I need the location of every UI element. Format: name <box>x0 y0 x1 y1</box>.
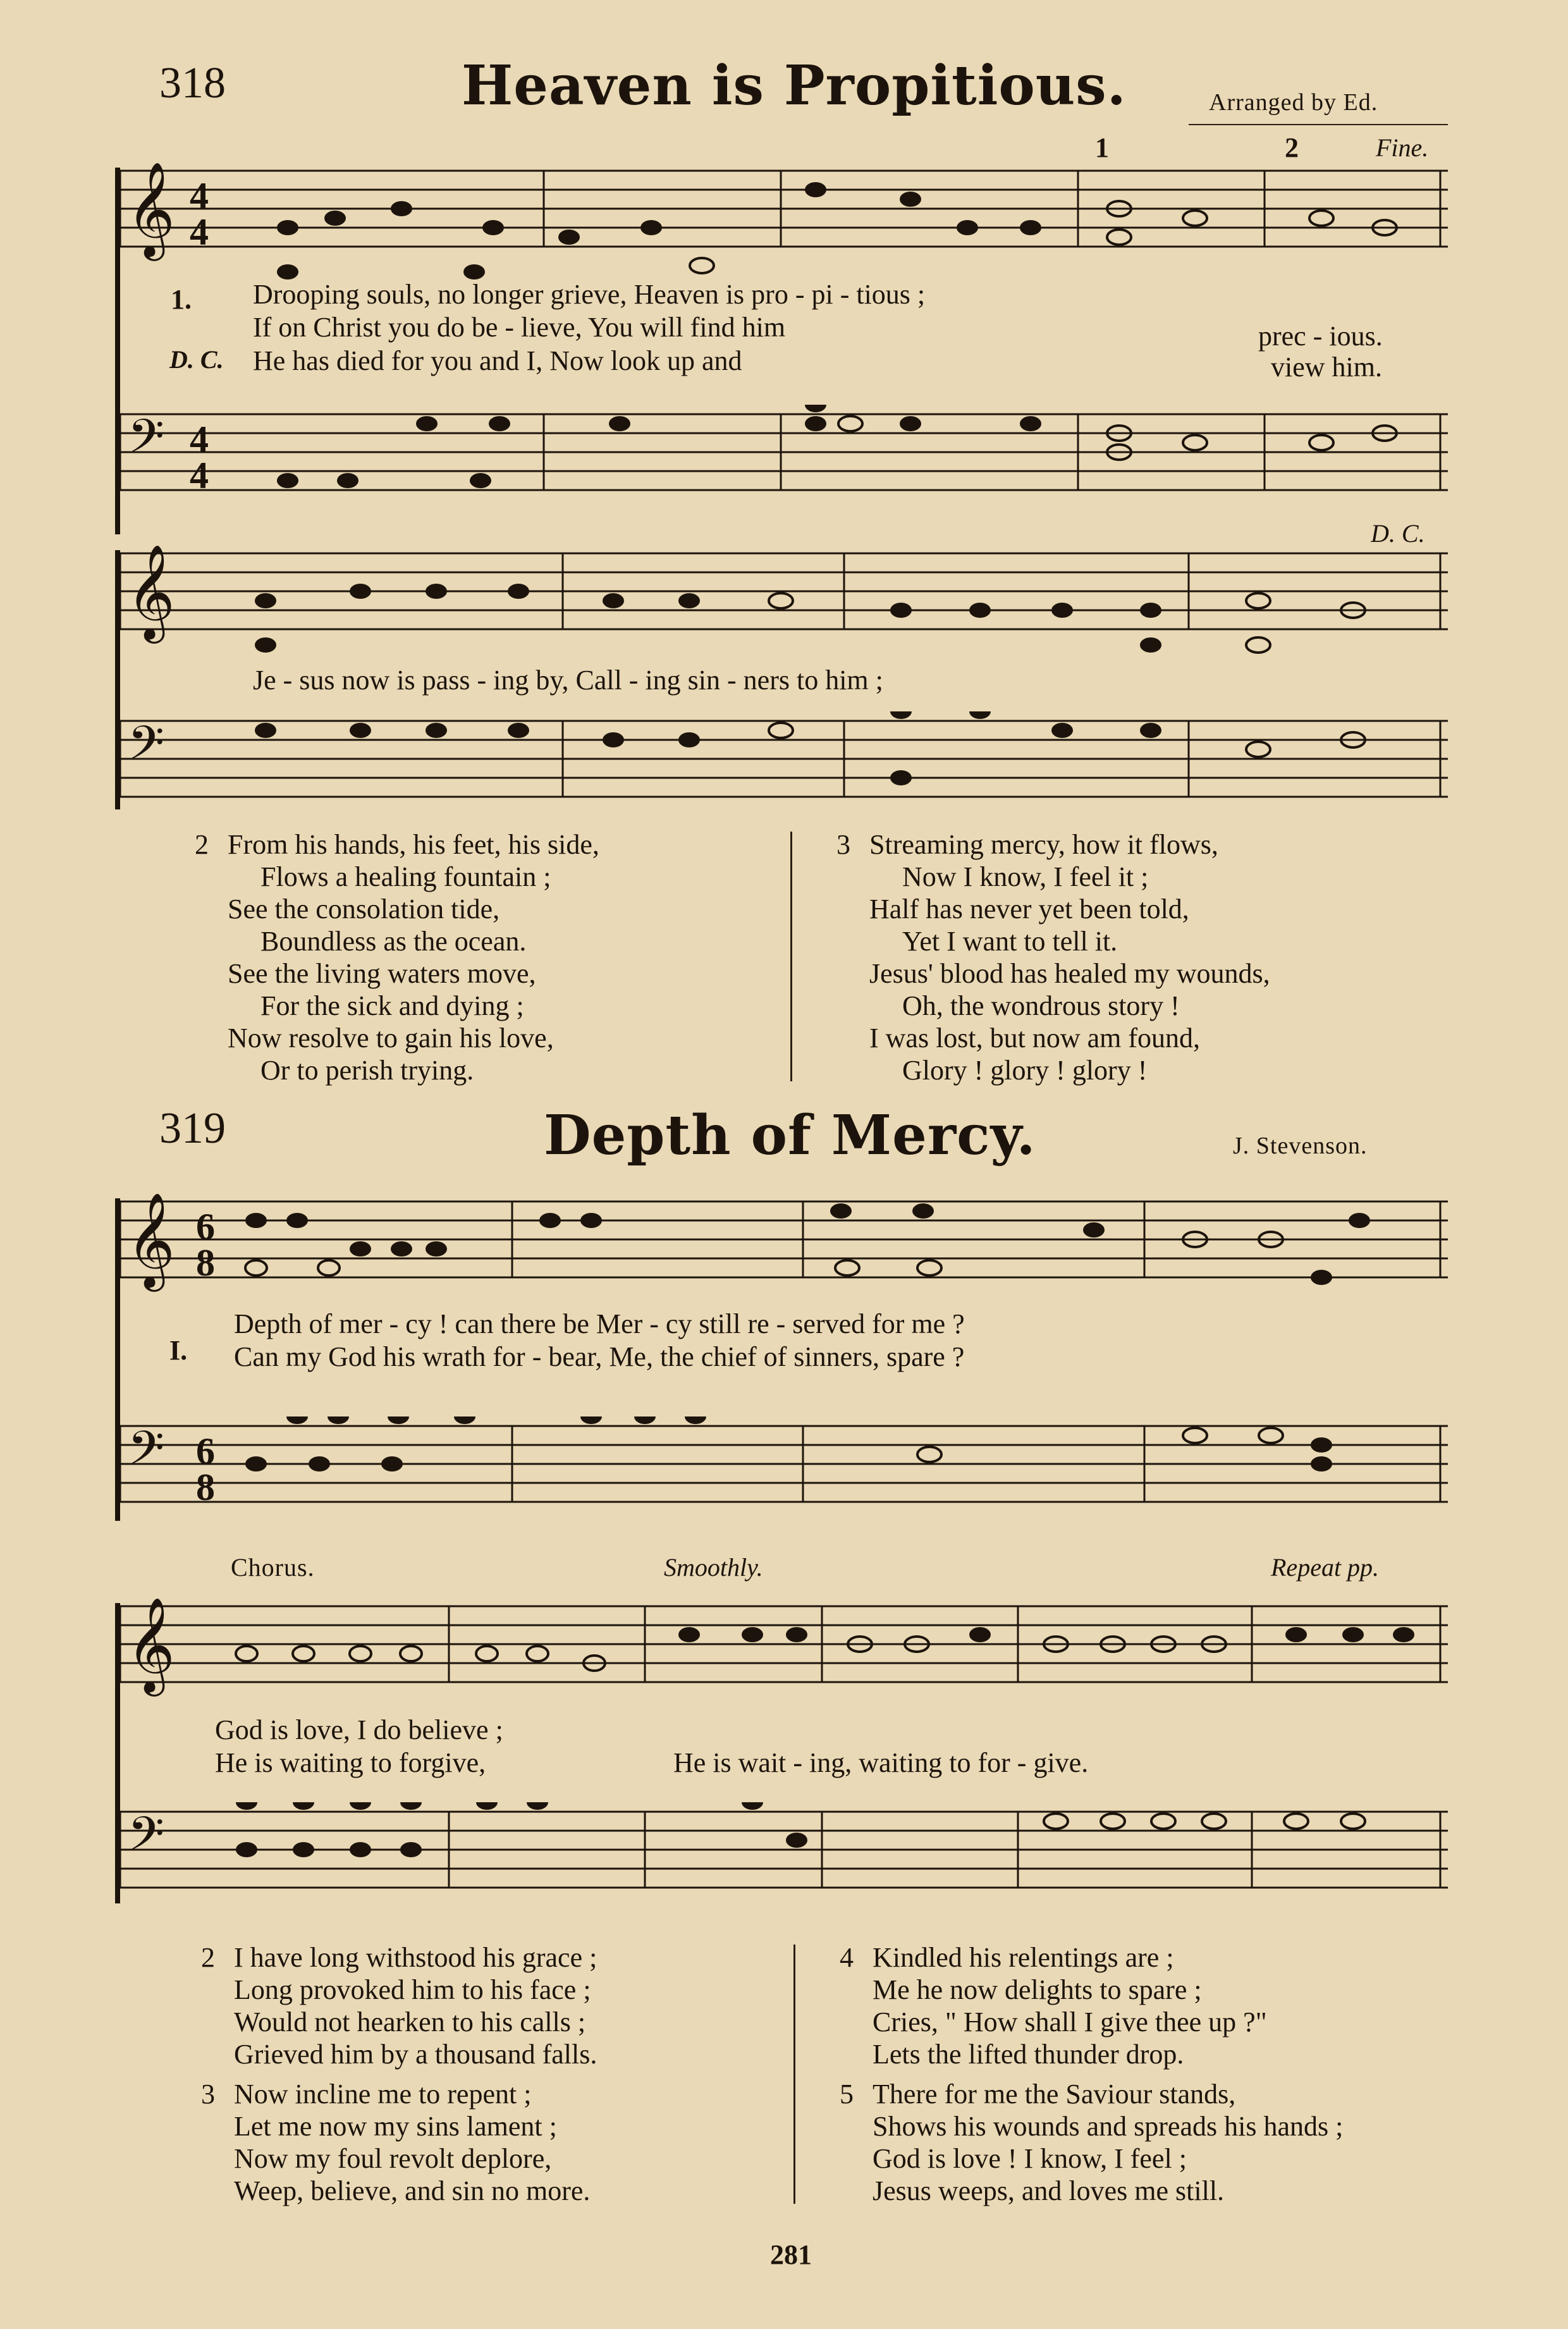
verse-319-col-left <box>201 1941 597 2207</box>
staff-319-system1-treble <box>120 1192 1454 1312</box>
verse-line: Jesus' blood has healed my wounds, <box>869 958 1270 989</box>
svg-text:𝄢: 𝄢 <box>128 1421 164 1487</box>
verse-line: Cries, " How shall I give thee up ?" <box>873 2006 1267 2037</box>
svg-text:𝄢: 𝄢 <box>128 716 164 782</box>
lyric-319-line2: Can my God his wrath for - bear, Me, the chief of sinners, spare ? <box>234 1341 965 1372</box>
lyric-319-line1: Depth of mer - cy ! can there be Mer - cy still re - served for me ? <box>234 1308 965 1339</box>
lyric-318-line3-end: view him. <box>1271 352 1382 383</box>
staff-318-system1-treble <box>120 161 1454 288</box>
lyric-318-line3: He has died for you and I, Now look up and <box>253 345 742 376</box>
svg-text:4: 4 <box>190 175 209 217</box>
verse-line: Half has never yet been told, <box>869 894 1189 925</box>
staff-318-system1-bass <box>120 405 1454 525</box>
verse-line: Let me now my sins lament ; <box>234 2111 557 2142</box>
verse-line: Weep, believe, and sin no more. <box>234 2175 591 2206</box>
verse-line: Now my foul revolt deplore, <box>234 2143 552 2174</box>
verse-line: Long provoked him to his face ; <box>234 1974 591 2005</box>
verse-number: 2 <box>195 829 209 860</box>
verse-318-3 <box>836 828 1270 1086</box>
chorus-label: Chorus. <box>231 1553 315 1582</box>
verse-number: 3 <box>201 2079 215 2110</box>
verse-318-2 <box>195 828 599 1086</box>
verse-line: Kindled his relentings are ; <box>873 1942 1174 1973</box>
lyric-318-line2-end: prec - ious. <box>1258 321 1383 352</box>
system-bracket-319-b <box>115 1603 120 1903</box>
dc-marker-318: D. C. <box>1371 519 1425 548</box>
svg-text:8: 8 <box>196 1242 215 1284</box>
verse-number: 5 <box>840 2079 854 2110</box>
svg-text:4: 4 <box>190 455 209 496</box>
verse-line: Streaming mercy, how it flows, <box>869 829 1218 860</box>
dc-label-318: D. C. <box>169 345 224 374</box>
verse-line: For the sick and dying ; <box>260 990 524 1021</box>
hymn-title-319: Depth of Mercy. <box>544 1103 1036 1167</box>
title-rule <box>1189 124 1448 125</box>
lyric-318-line1: Drooping souls, no longer grieve, Heaven is pro - pi - tious ; <box>253 279 926 310</box>
hymn-number-319: 319 <box>159 1104 226 1153</box>
system-bracket-319-a <box>115 1198 120 1521</box>
verse-line: Now incline me to repent ; <box>234 2079 532 2110</box>
verse-line: I was lost, but now am found, <box>869 1023 1201 1054</box>
chorus-line2: He is waiting to forgive, <box>215 1747 486 1778</box>
verse-divider-319 <box>793 1945 795 2204</box>
verse-line: Boundless as the ocean. <box>260 926 527 957</box>
verse-line: Oh, the wondrous story ! <box>902 990 1180 1021</box>
verse-line: See the living waters move, <box>228 958 536 989</box>
verse-line: From his hands, his feet, his side, <box>228 829 599 860</box>
verse-line: Yet I want to tell it. <box>902 926 1118 957</box>
verse1-number-318: 1. <box>171 284 192 315</box>
verse-319-col-right <box>840 1941 1344 2207</box>
verse-line: Now I know, I feel it ; <box>902 861 1149 892</box>
verse-line: I have long withstood his grace ; <box>234 1942 597 1973</box>
svg-text:𝄞: 𝄞 <box>126 161 175 257</box>
repeat-marker: Repeat pp. <box>1271 1553 1380 1582</box>
hymn-credit-318: Arranged by Ed. <box>1209 89 1378 116</box>
svg-text:𝄞: 𝄞 <box>126 544 175 639</box>
lyric-318-line2: If on Christ you do be - lieve, You will find him <box>253 312 786 343</box>
svg-text:8: 8 <box>196 1466 215 1508</box>
svg-text:𝄞: 𝄞 <box>126 1597 175 1692</box>
hymn-title-318: Heaven is Propitious. <box>462 54 1127 118</box>
verse-number: 3 <box>836 829 850 860</box>
chorus-line2-end: He is wait - ing, waiting to for - give. <box>673 1747 1089 1778</box>
svg-text:4: 4 <box>190 419 209 460</box>
verse-number: 2 <box>201 1942 215 1973</box>
verse-line: Flows a healing fountain ; <box>260 861 551 892</box>
svg-text:𝄢: 𝄢 <box>128 1807 164 1873</box>
fine-marker: Fine. <box>1376 133 1429 162</box>
verse-divider-318 <box>790 832 792 1081</box>
verse-line: Jesus weeps, and loves me still. <box>873 2175 1225 2206</box>
svg-text:6: 6 <box>196 1430 215 1472</box>
verse-line: Would not hearken to his calls ; <box>234 2006 586 2037</box>
verse-line: Me he now delights to spare ; <box>873 1974 1202 2005</box>
verse-line: Or to perish trying. <box>260 1055 474 1086</box>
system-bracket-318-a <box>115 168 120 534</box>
staff-319-chorus-treble <box>120 1597 1454 1711</box>
svg-text:𝄞: 𝄞 <box>126 1192 175 1287</box>
hymn-credit-319: J. Stevenson. <box>1233 1133 1368 1159</box>
hymn-number-318: 318 <box>159 59 226 108</box>
verse-line: Now resolve to gain his love, <box>228 1023 554 1054</box>
verse-line: God is love ! I know, I feel ; <box>873 2143 1187 2174</box>
verse1-number-319: I. <box>169 1335 188 1366</box>
svg-text:4: 4 <box>190 211 209 253</box>
verse-line: There for me the Saviour stands, <box>873 2079 1236 2110</box>
verse-number: 4 <box>840 1942 854 1973</box>
staff-319-system1-bass <box>120 1416 1454 1537</box>
verse-line: Lets the lifted thunder drop. <box>873 2039 1184 2070</box>
first-ending-marker: 1 <box>1095 132 1109 163</box>
system-bracket-318-b <box>115 550 120 809</box>
verse-line: Glory ! glory ! glory ! <box>902 1055 1148 1086</box>
verse-line: See the consolation tide, <box>228 894 500 925</box>
svg-text:𝄢: 𝄢 <box>128 409 164 476</box>
staff-318-system2-bass <box>120 711 1454 822</box>
verse-line: Shows his wounds and spreads his hands ; <box>873 2111 1344 2142</box>
staff-318-system2-treble <box>120 544 1454 670</box>
chorus-line1: God is love, I do believe ; <box>215 1714 503 1745</box>
second-ending-marker: 2 <box>1285 132 1299 163</box>
staff-319-chorus-bass <box>120 1802 1454 1910</box>
verse-line: Grieved him by a thousand falls. <box>234 2039 597 2070</box>
smoothly-marker: Smoothly. <box>664 1553 763 1582</box>
svg-text:6: 6 <box>196 1206 215 1248</box>
page-number: 281 <box>770 2239 812 2270</box>
lyric-318-line4: Je - sus now is pass - ing by, Call - ing sin - ners to him ; <box>253 665 883 696</box>
